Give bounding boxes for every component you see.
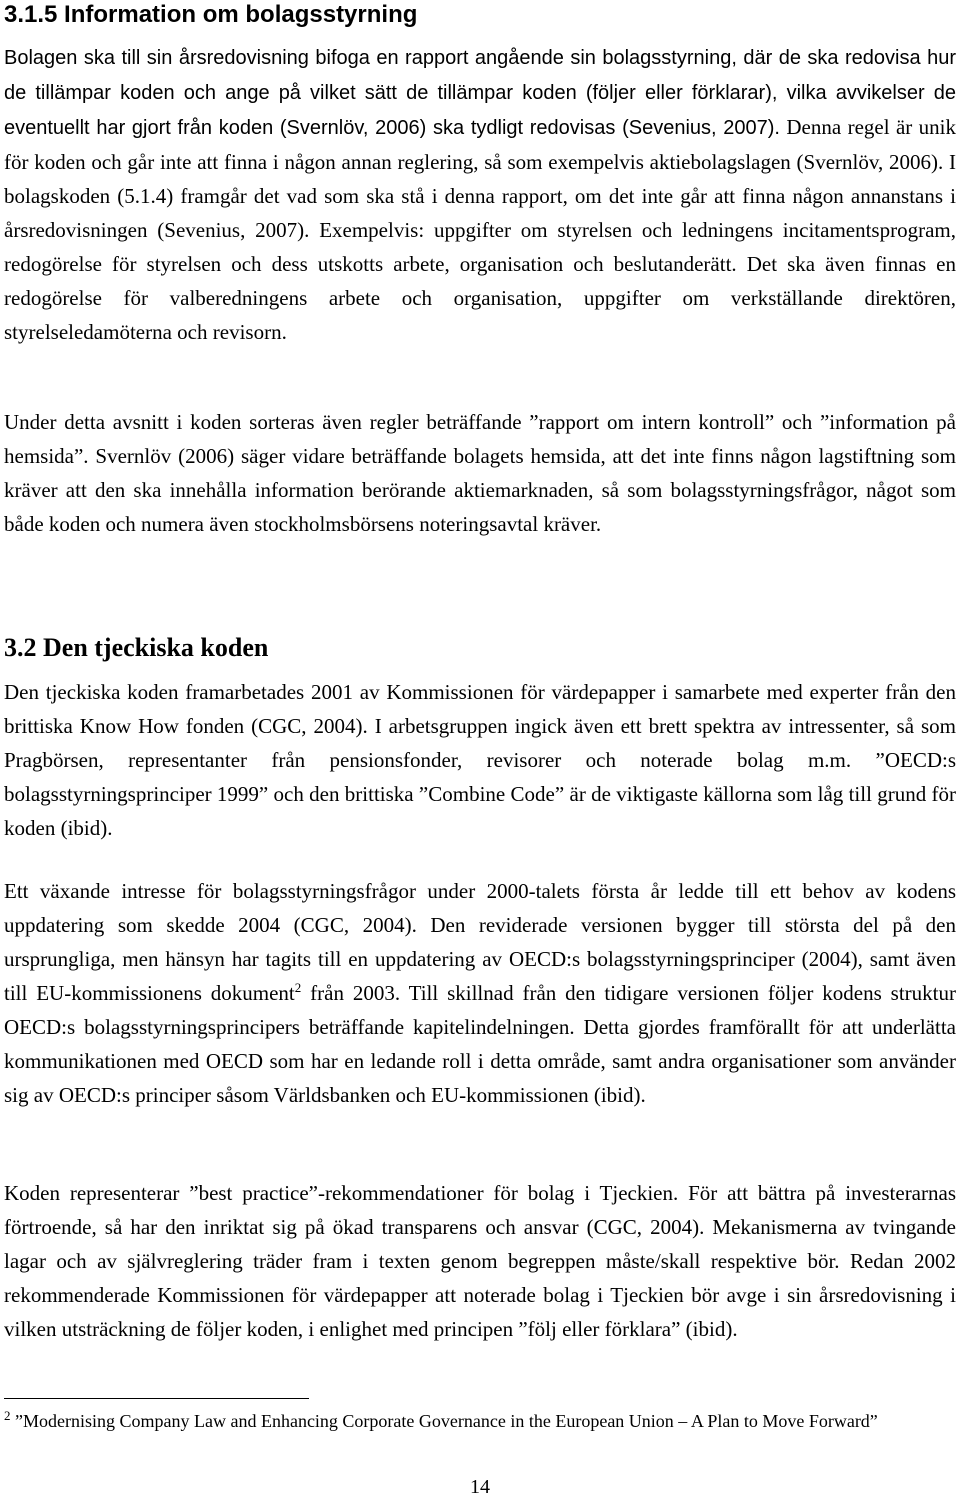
paragraph-sans-text: Bolagen ska till sin årsredovisning bifoga en rapport angående sin bolagsstyrning, där de ska redovisa hur de tillämpar koden och ange på vilket sätt de tillämpar koden (följer eller förklarar), vilka avvikelser de eventuellt har gjort från koden (Svernlöv, 2006) ska tydligt redovisas (Sevenius, 2007). [4,47,956,139]
paragraph-text: från 2003. Till skillnad från den tidigare versionen följer kodens struktur OECD:s bolagsstyrningsprincipers beträffande kapitelindelningen. Detta gjordes framförallt för att underlätta kommunikationen med OECD som har en ledande roll i detta område, samt andra organisationer som använder sig av OECD:s principer såsom Världsbanken och EU-kommissionen (ibid). [4,981,956,1107]
paragraph: Den tjeckiska koden framarbetades 2001 av Kommissionen för värdepapper i samarbete med experter från den brittiska Know How fonden (CGC, 2004). I arbetsgruppen ingick även ett brett spektra av intressenter, så som Pragbörsen, representanter från pensionsfonder, revisorer och noterade bolag m.m. ”OECD:s bolagsstyrningsprinciper 1999” och den brittiska ”Combine Code” är de viktigaste källorna som låg till grund för koden (ibid). [4,680,956,840]
footnote-reference: 2 [294,980,302,995]
footnote [4,1406,956,1436]
page-number: 14 [470,1476,490,1498]
paragraph: Koden representerar ”best practice”-rekommendationer för bolag i Tjeckien. För att bättra på investerarnas förtroende, så har den inriktat sig på ökad transparens och ansvar (CGC, 2004). Mekanismerna av tvingande lagar och av självreglering träder fram i texten genom begreppen måste/skall respektive bör. Redan 2002 rekommenderade Kommissionen för värdepapper att noterade bolag i Tjeckien bör avge i sin årsredovisning i vilken utsträckning de följer koden, i enlighet med principen ”följ eller förklara” (ibid). [4,1181,956,1341]
paragraph [4,40,956,349]
paragraph-text: Ett växande intresse för bolagsstyrningsfrågor under 2000-talets första år ledde till ett behov av kodens uppdatering som skedde 2004 (CGC, 2004). Den reviderade versionen bygger till största del på den ursprungliga, men hänsyn har tagits till en uppdatering av OECD:s bolagsstyrningsprinciper (2004), samt även till EU-kommissionens dokument [4,879,956,1005]
section-heading: 3.1.5 Information om bolagsstyrning [4,1,418,28]
section-heading: 3.2 Den tjeckiska koden [4,633,269,662]
footnote-divider [4,1398,309,1399]
footnote-text: ”Modernising Company Law and Enhancing Corporate Governance in the European Union – A Plan to Move Forward” [10,1411,878,1431]
paragraph-serif-text: Denna regel är unik för koden och går inte att finna i någon annan reglering, så som exempelvis aktiebolagslagen (Svernlöv, 2006). I bolagskoden (5.1.4) framgår det vad som ska stå i denna rapport, om det inte går att finna någon annanstans i årsredovisningen (Sevenius, 2007). Exempelvis: uppgifter om styrelsen och ledningens incitamentsprogram, redogörelse för styrelsen och dess utskotts arbete, organisation och beslutanderätt. Det ska även finnas en redogörelse för valberedningens arbete och organisation, uppgifter om verkställande direktören, styrelseledamöterna och revisorn. [4,115,957,344]
footnote-marker: 2 [4,1408,11,1423]
paragraph: Under detta avsnitt i koden sorteras även regler beträffande ”rapport om intern kontroll” och ”information på hemsida”. Svernlöv (2006) säger vidare beträffande bolagets hemsida, att det inte finns någon lagstiftning som kräver att den ska innehålla information berörande aktiemarknaden, så som bolagsstyrningsfrågor, något som både koden och numera även stockholmsbörsens noteringsavtal kräver. [4,410,956,536]
paragraph [4,874,956,1112]
